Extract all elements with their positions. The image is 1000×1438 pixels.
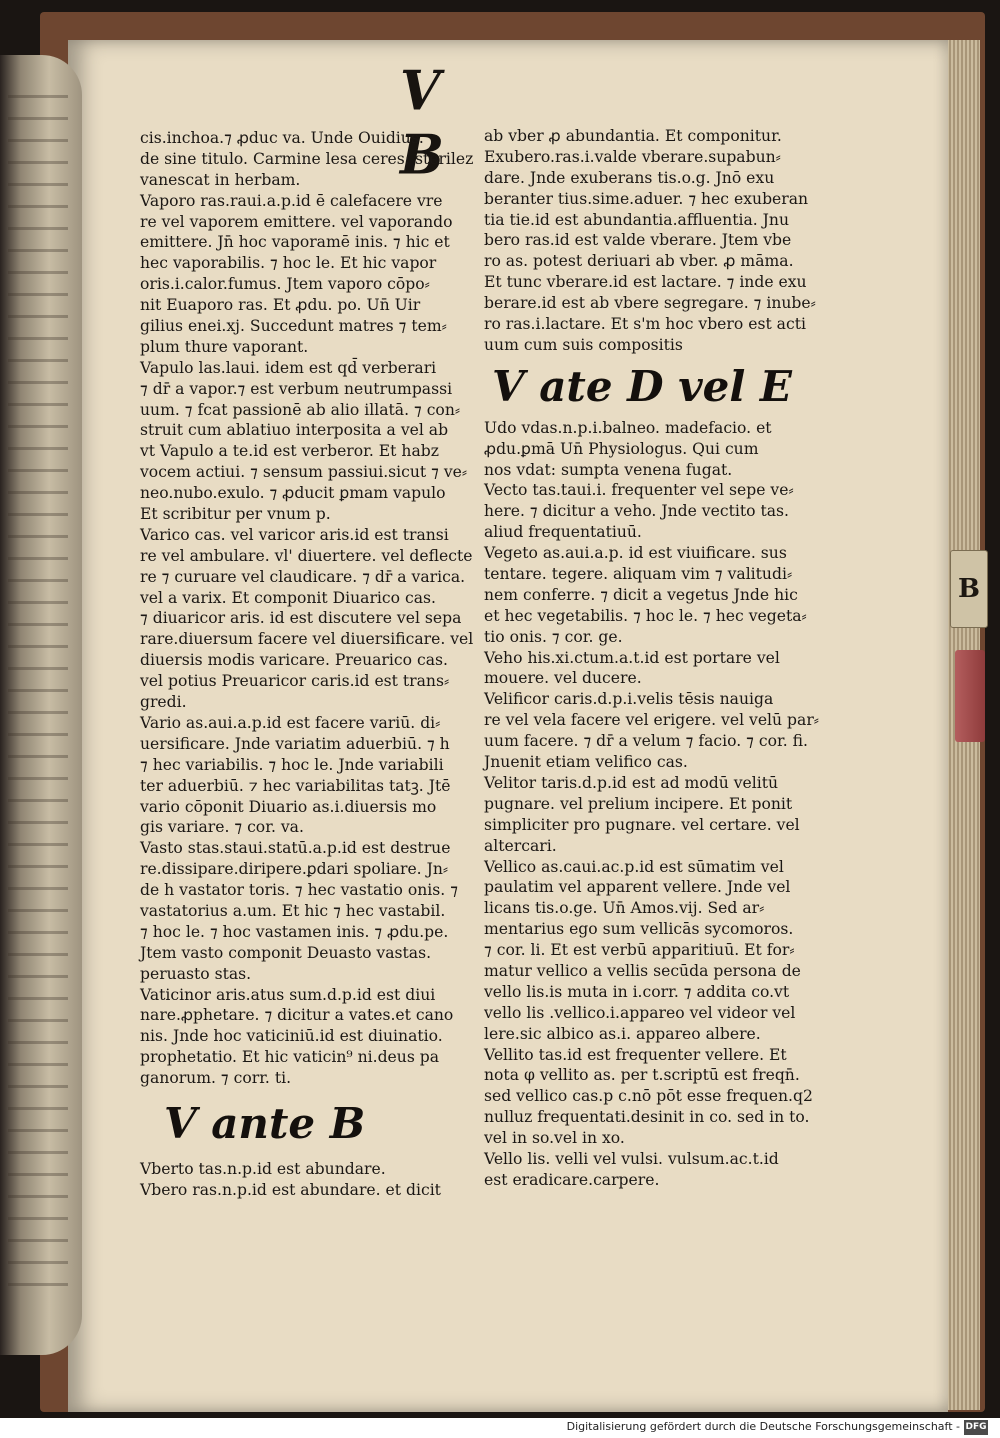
dfg-logo: DFG bbox=[964, 1420, 988, 1435]
text-line: Varico cas. vel varicor aris.id est transi bbox=[140, 525, 449, 544]
text-line: struit cum ablatiuo interposita a vel ab bbox=[140, 421, 449, 440]
text-line: emittere. Jn̄ hoc vaporamē inis. ⁊ hic et bbox=[140, 233, 450, 252]
text-line: uum facere. ⁊ dr̄ a velum ⁊ facio. ⁊ cor. fi. bbox=[484, 732, 808, 751]
text-line: ⁊ dr̄ a vapor.⁊ est verbum neutrumpassi bbox=[140, 379, 453, 398]
text-line: de h vastator toris. ⁊ hec vastatio onis. ⁊ bbox=[140, 881, 458, 900]
text-line: nem conferre. ⁊ dicit a vegetus Jnde hic bbox=[484, 585, 798, 604]
text-line: Udo vdas.n.p.i.balneo. madefacio. et bbox=[484, 418, 772, 437]
text-line: Veho his.xi.ctum.a.t.id est portare vel bbox=[484, 648, 780, 667]
text-line: vel a varix. Et componit Diuarico cas. bbox=[140, 588, 436, 607]
text-line: prophetatio. Et hic vaticin⁹ ni.deus pa bbox=[140, 1048, 440, 1067]
text-line: et hec vegetabilis. ⁊ hoc le. ⁊ hec vegeta⸗ bbox=[484, 606, 807, 625]
side-tab-red bbox=[955, 650, 985, 742]
left-page-curl bbox=[0, 55, 82, 1355]
text-line: tio onis. ⁊ cor. ge. bbox=[484, 627, 623, 646]
text-line: hec vaporabilis. ⁊ hoc le. Et hic vapor bbox=[140, 254, 437, 273]
text-line: ⁊ cor. li. Et est verbū apparitiuū. Et for⸗ bbox=[484, 941, 795, 960]
left-column-tail-text bbox=[140, 1159, 465, 1201]
text-line: sed vellico cas.p c.nō pōt esse frequen.q2 bbox=[484, 1087, 813, 1106]
text-line: ro ras.i.lactare. Et s'm hoc vbero est acti bbox=[484, 315, 806, 334]
text-line: Vello lis. velli vel vulsi. vulsum.ac.t.id bbox=[484, 1149, 779, 1168]
text-line: vel in so.vel in xo. bbox=[484, 1129, 625, 1148]
text-line: Vaporo ras.raui.a.p.id ē calefacere vre bbox=[140, 191, 443, 210]
running-head: V B bbox=[400, 58, 466, 188]
right-column-text-2 bbox=[484, 418, 819, 1191]
text-line: Vellito tas.id est frequenter vellere. Et bbox=[484, 1045, 787, 1064]
text-line: oris.i.calor.fumus. Jtem vaporo cōpo⸗ bbox=[140, 275, 430, 294]
text-line: ter aduerbiū. ⁊ hec variabilitas tatꝫ. Jtē bbox=[140, 776, 451, 795]
text-line: Vellico as.caui.ac.p.id est sūmatim vel bbox=[484, 857, 784, 876]
text-line: bero ras.id est valde vberare. Jtem vbe bbox=[484, 231, 792, 250]
text-line: Vecto tas.taui.i. frequenter vel sepe ve⸗ bbox=[484, 481, 794, 500]
text-line: plum thure vaporant. bbox=[140, 337, 309, 356]
left-column-text bbox=[140, 128, 474, 1089]
text-line: Exubero.ras.i.valde vberare.supabun⸗ bbox=[484, 147, 781, 166]
text-line: Vasto stas.staui.statū.a.p.id est destrue bbox=[140, 839, 451, 858]
text-line: Vegeto as.aui.a.p. id est viuificare. sus bbox=[484, 544, 787, 563]
text-line: ⁊ hoc le. ⁊ hoc vastamen inis. ⁊ ꝓdu.pe. bbox=[140, 922, 449, 941]
text-line: mentarius ego sum vellicās sycomoros. bbox=[484, 920, 794, 939]
text-line: re vel vaporem emittere. vel vaporando bbox=[140, 212, 453, 231]
text-line: nit Euaporo ras. Et ꝓdu. po. Un̄ Uir bbox=[140, 296, 421, 315]
text-line: tentare. tegere. aliquam vim ⁊ valitudi⸗ bbox=[484, 565, 793, 584]
text-line: est eradicare.carpere. bbox=[484, 1170, 660, 1189]
text-line: re ⁊ curuare vel claudicare. ⁊ dr̄ a varica. bbox=[140, 567, 466, 586]
text-line: re.dissipare.diripere.ꝑdari spoliare. Jn⸗ bbox=[140, 860, 449, 879]
text-line: uum cum suis compositis bbox=[484, 335, 683, 354]
text-line: Vbero ras.n.p.id est abundare. et dicit bbox=[140, 1180, 441, 1199]
text-line: vello lis .vellico.i.appareo vel videor vel bbox=[484, 1003, 796, 1022]
text-line: re vel ambulare. vl' diuertere. vel deflecte bbox=[140, 546, 473, 565]
text-line: ꝓdu.ꝑmā Un̄ Physiologus. Qui cum bbox=[484, 439, 759, 458]
text-line: Vapulo las.laui. idem est qd̄ verberari bbox=[140, 358, 437, 377]
text-line: Velificor caris.d.p.i.velis tēsis nauiga bbox=[484, 690, 774, 709]
text-line: paulatim vel apparent vellere. Jnde vel bbox=[484, 878, 791, 897]
text-line: tia tie.id est abundantia.affluentia. Jnu bbox=[484, 210, 789, 229]
text-line: here. ⁊ dicitur a veho. Jnde vectito tas. bbox=[484, 502, 789, 521]
text-line: mouere. vel ducere. bbox=[484, 669, 642, 688]
text-line: simpliciter pro pugnare. vel certare. vel bbox=[484, 815, 800, 834]
text-line: uersificare. Jnde variatim aduerbiū. ⁊ h bbox=[140, 734, 450, 753]
text-line: aliud frequentatiuū. bbox=[484, 523, 642, 542]
text-line: Jnuenit etiam velifico cas. bbox=[484, 753, 688, 772]
text-line: gredi. bbox=[140, 693, 187, 712]
text-line: dare. Jnde exuberans tis.o.g. Jnō exu bbox=[484, 168, 775, 187]
text-line: nulluz frequentati.desinit in co. sed in to. bbox=[484, 1108, 810, 1127]
left-column bbox=[140, 128, 474, 1201]
footer-bar bbox=[0, 1418, 1000, 1438]
text-line: lere.sic albico as.i. appareo albere. bbox=[484, 1024, 761, 1043]
text-line: licans tis.o.ge. Un̄ Amos.vij. Sed ar⸗ bbox=[484, 899, 765, 918]
section-heading-v-ate-d-vel-e: V ate D vel E bbox=[492, 361, 792, 411]
text-line: gis variare. ⁊ cor. va. bbox=[140, 818, 304, 837]
text-line: re vel vela facere vel erigere. vel velū par⸗ bbox=[484, 711, 819, 730]
text-line: vello lis.is muta in i.corr. ⁊ addita co.vt bbox=[484, 982, 790, 1001]
section-heading-v-ante-b: V ante B bbox=[164, 1098, 366, 1148]
text-line: rare.diuersum facere vel diuersificare. vel bbox=[140, 630, 474, 649]
text-line: Et tunc vberare.id est lactare. ⁊ inde exu bbox=[484, 273, 807, 292]
text-line: berare.id est ab vbere segregare. ⁊ inube⸗ bbox=[484, 294, 816, 313]
text-line: cis.inchoa.⁊ ꝓduc va. Unde Ouidius. bbox=[140, 129, 424, 147]
text-line: beranter tius.sime.aduer. ⁊ hec exuberan bbox=[484, 189, 809, 208]
text-line: vt Vapulo a te.id est verberor. Et habz bbox=[140, 442, 439, 461]
text-line: vario cōponit Diuario as.i.diuersis mo bbox=[140, 797, 437, 816]
text-line: ⁊ hec variabilis. ⁊ hoc le. Jnde variabili bbox=[140, 755, 444, 774]
text-line: peruasto stas. bbox=[140, 964, 252, 983]
text-line: Et scribitur per vnum p. bbox=[140, 505, 331, 524]
text-line: Vberto tas.n.p.id est abundare. bbox=[140, 1159, 386, 1178]
text-line: vanescat in herbam. bbox=[140, 170, 301, 189]
right-column-text bbox=[484, 126, 814, 356]
text-line: pugnare. vel prelium incipere. Et ponit bbox=[484, 794, 793, 813]
text-line: de sine titulo. Carmine lesa ceres: sterilez bbox=[140, 149, 474, 168]
digitization-credit: Digitalisierung gefördert durch die Deutsche Forschungsgemeinschaft - bbox=[566, 1420, 960, 1433]
text-line: ⁊ diuaricor aris. id est discutere vel sepa bbox=[140, 609, 462, 628]
text-line: vastatorius a.um. Et hic ⁊ hec vastabil. bbox=[140, 901, 446, 920]
text-line: nos vdat: sumpta venena fugat. bbox=[484, 460, 733, 479]
text-line: ganorum. ⁊ corr. ti. bbox=[140, 1069, 292, 1088]
text-line: altercari. bbox=[484, 836, 557, 855]
text-line: ro as. potest deriuari ab vber. ꝓ māma. bbox=[484, 252, 794, 271]
side-tab-marker: B bbox=[950, 550, 988, 628]
text-line: vocem actiui. ⁊ sensum passiui.sicut ⁊ ve⸗ bbox=[140, 463, 468, 482]
text-line: Jtem vasto componit Deuasto vastas. bbox=[140, 943, 432, 962]
text-line: ab vber ꝓ abundantia. Et componitur. bbox=[484, 127, 782, 145]
text-line: gilius enei.xj. Succedunt matres ⁊ tem⸗ bbox=[140, 317, 447, 336]
bleed-through-text bbox=[8, 95, 68, 1295]
text-line: Velitor taris.d.p.id est ad modū velitū bbox=[484, 773, 779, 792]
text-line: uum. ⁊ fcat passionē ab alio illatā. ⁊ con⸗ bbox=[140, 400, 461, 419]
text-line: neo.nubo.exulo. ⁊ ꝓducit ꝑmam vapulo bbox=[140, 484, 446, 503]
text-line: vel potius Preuaricor caris.id est trans⸗ bbox=[140, 672, 450, 691]
text-line: nota φ vellito as. per t.scriptū est freqn̄. bbox=[484, 1066, 800, 1085]
text-line: Vario as.aui.a.p.id est facere variū. di⸗ bbox=[140, 713, 441, 732]
text-line: diuersis modis varicare. Preuarico cas. bbox=[140, 651, 448, 670]
right-column bbox=[484, 126, 819, 1191]
text-line: Vaticinor aris.atus sum.d.p.id est diui bbox=[140, 985, 436, 1004]
text-line: nare.ꝓphetare. ⁊ dicitur a vates.et cano bbox=[140, 1006, 454, 1025]
text-line: matur vellico a vellis secūda persona de bbox=[484, 961, 801, 980]
text-line: nis. Jnde hoc vaticiniū.id est diuinatio. bbox=[140, 1027, 443, 1046]
